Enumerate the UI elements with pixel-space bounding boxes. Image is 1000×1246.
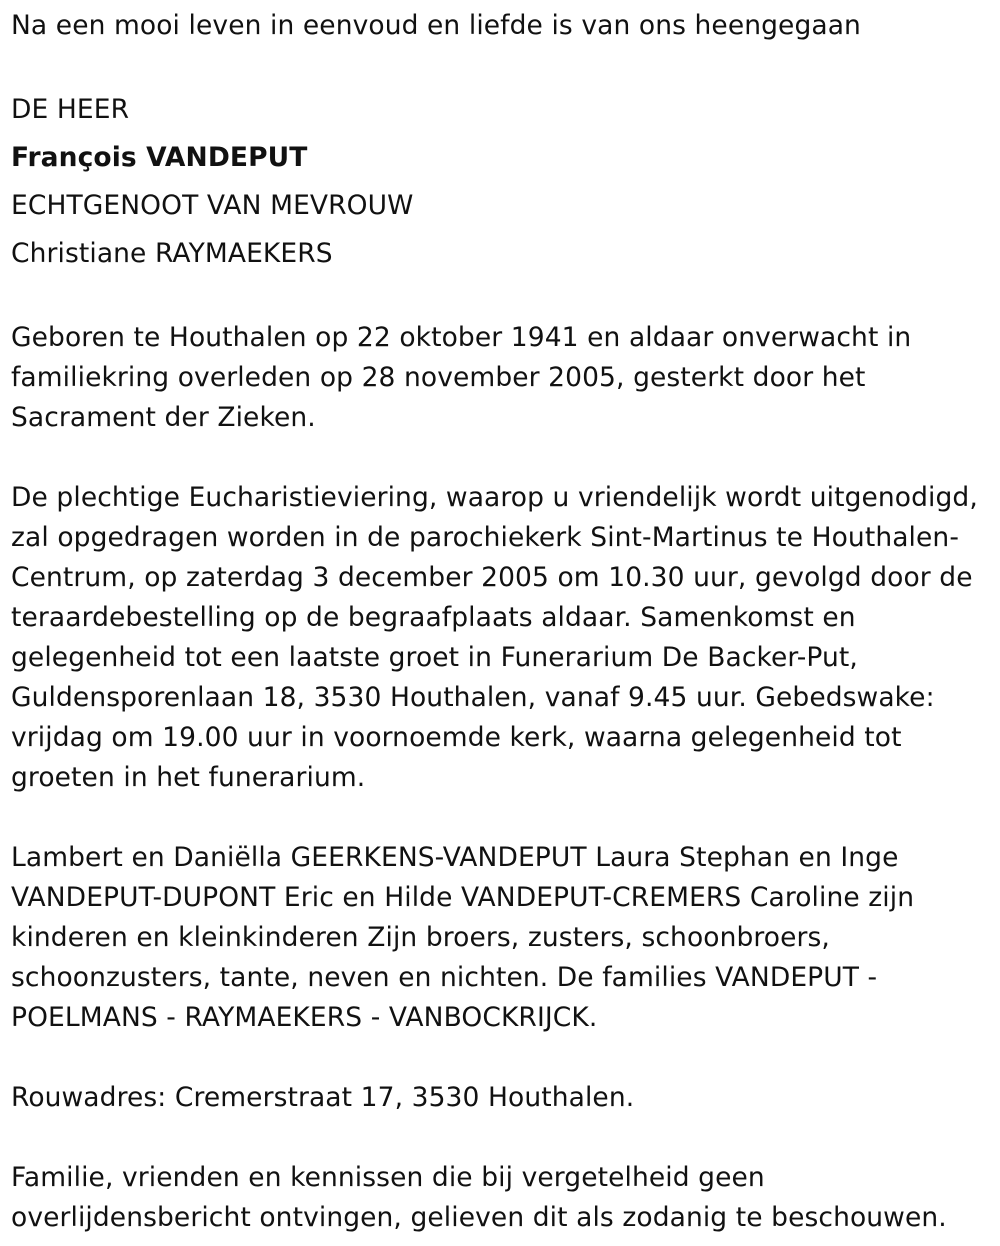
spouse-name: Christiane RAYMAEKERS (11, 238, 333, 269)
honorific-title: DE HEER (11, 94, 130, 125)
spacer (11, 278, 986, 318)
mourning-address: Rouwadres: Cremerstraat 17, 3530 Houthalen. (11, 1082, 635, 1113)
obituary-notice (11, 6, 986, 1238)
closing-paragraph: Familie, vrienden en kennissen die bij vergetelheid geen overlijdensbericht ontvingen, gelieven dit als zodanig te beschouwen. (11, 1162, 947, 1233)
deceased-name: François VANDEPUT (11, 142, 308, 173)
ceremony-paragraph: De plechtige Eucharistieviering, waarop u vriendelijk wordt uitgenodigd, zal opgedragen worden in de parochiekerk Sint-Martinus te Houthalen-Centrum, op zaterdag 3 december 2005 om 10.30 uur, gevolgd door de teraardebestelling op de begraafplaats aldaar. Samenkomst en gelegenheid tot een laatste groet in Funerarium De Backer-Put, Guldensporenlaan 18, 3530 Houthalen, vanaf 9.45 uur. Gebedswake: vrijdag om 19.00 uur in voornoemde kerk, waarna gelegenheid tot groeten in het funerarium. (11, 482, 978, 793)
spacer (11, 438, 986, 478)
spouse-label: ECHTGENOOT VAN MEVROUW (11, 190, 414, 221)
intro-line: Na een mooi leven in eenvoud en liefde is van ons heengegaan (11, 10, 861, 41)
spacer (11, 46, 986, 86)
birth-death-paragraph: Geboren te Houthalen op 22 oktober 1941 en aldaar onverwacht in familiekring overleden op 28 november 2005, gesterkt door het Sacrament der Zieken. (11, 322, 912, 433)
spacer (11, 1118, 986, 1158)
spacer (11, 798, 986, 838)
family-paragraph: Lambert en Daniëlla GEERKENS-VANDEPUT Laura Stephan en Inge VANDEPUT-DUPONT Eric en Hilde VANDEPUT-CREMERS Caroline zijn kinderen en kleinkinderen Zijn broers, zusters, schoonbroers, schoonzusters, tante, neven en nichten. De families VANDEPUT - POELMANS - RAYMAEKERS - VANBOCKRIJCK. (11, 842, 915, 1033)
spacer (11, 1038, 986, 1078)
